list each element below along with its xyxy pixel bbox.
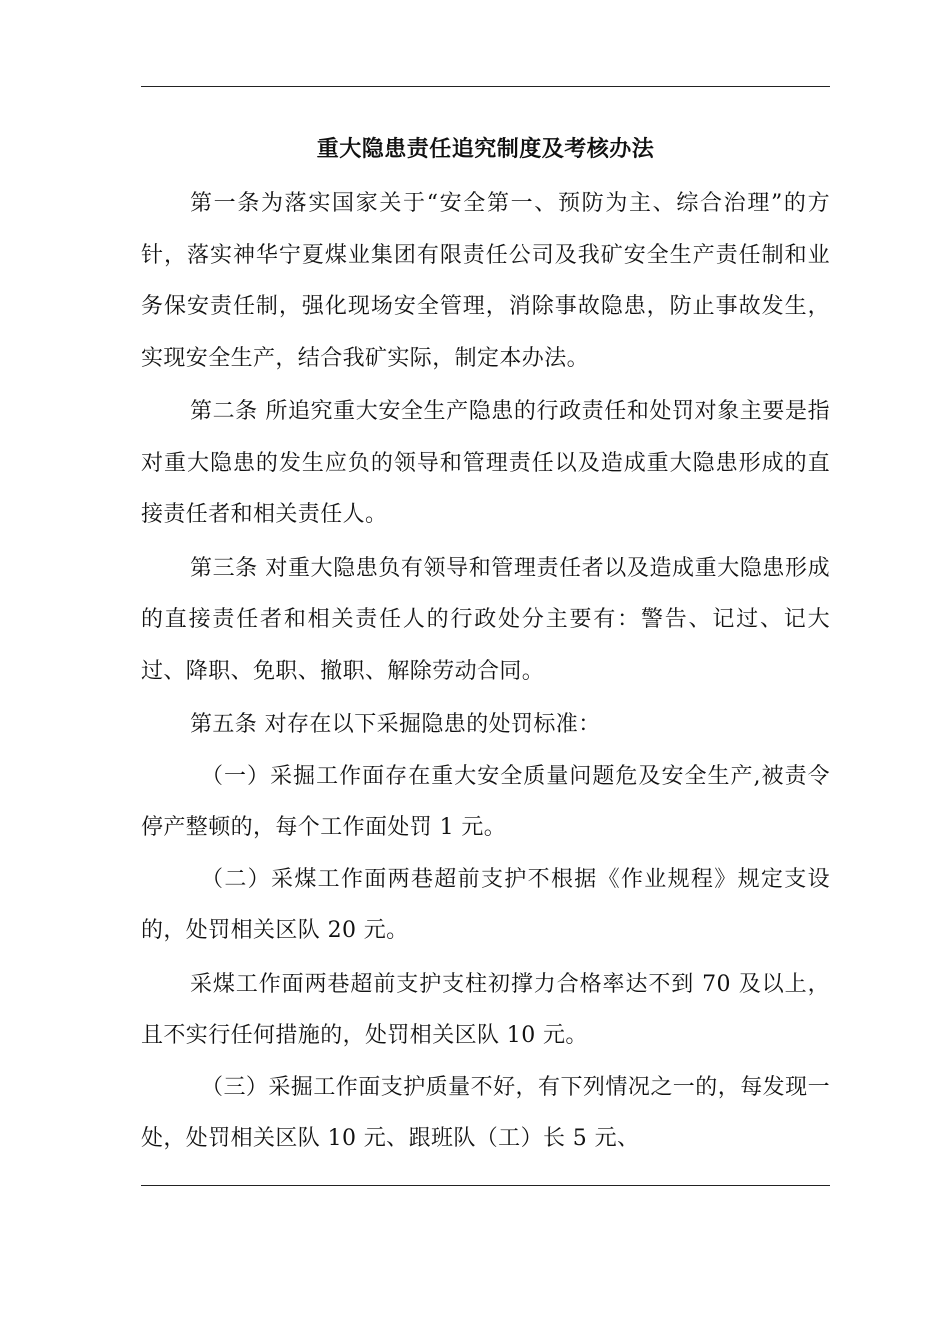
clause-2-supplement: 采煤工作面两巷超前支护支柱初撑力合格率达不到 70 及以上，且不实行任何措施的，处罚相关区队 10 元。 [141,971,830,1048]
article-3: 第三条 对重大隐患负有领导和管理责任者以及造成重大隐患形成的直接责任者和相关责任人的行政处分主要有：警告、记过、记大过、降职、免职、撤职、解除劳动合同。 [141,555,830,684]
article-5: 第五条 对存在以下采掘隐患的处罚标准： [190,712,601,737]
footer-rule [141,1185,830,1186]
document-body [141,126,830,1165]
document-title: 重大隐患责任追究制度及考核办法 [316,136,655,162]
header-rule [141,86,830,87]
clause-2: （二）采煤工作面两巷超前支护不根据《作业规程》规定支设的，处罚相关区队 20 元。 [141,866,830,943]
clause-1: （一）采掘工作面存在重大安全质量问题危及安全生产,被责令停产整顿的，每个工作面处罚 1 元。 [141,763,830,840]
article-1: 第一条为落实国家关于“安全第一、预防为主、综合治理”的方针，落实神华宁夏煤业集团有限责任公司及我矿安全生产责任制和业务保安责任制，强化现场安全管理，消除事故隐患，防止事故发生，实现安全生产，结合我矿实际，制定本办法。 [141,191,830,371]
article-2: 第二条 所追究重大安全生产隐患的行政责任和处罚对象主要是指对重大隐患的发生应负的领导和管理责任以及造成重大隐患形成的直接责任者和相关责任人。 [141,399,830,527]
clause-3: （三）采掘工作面支护质量不好，有下列情况之一的，每发现一处，处罚相关区队 10 元、跟班队（工）长 5 元、 [141,1074,830,1151]
